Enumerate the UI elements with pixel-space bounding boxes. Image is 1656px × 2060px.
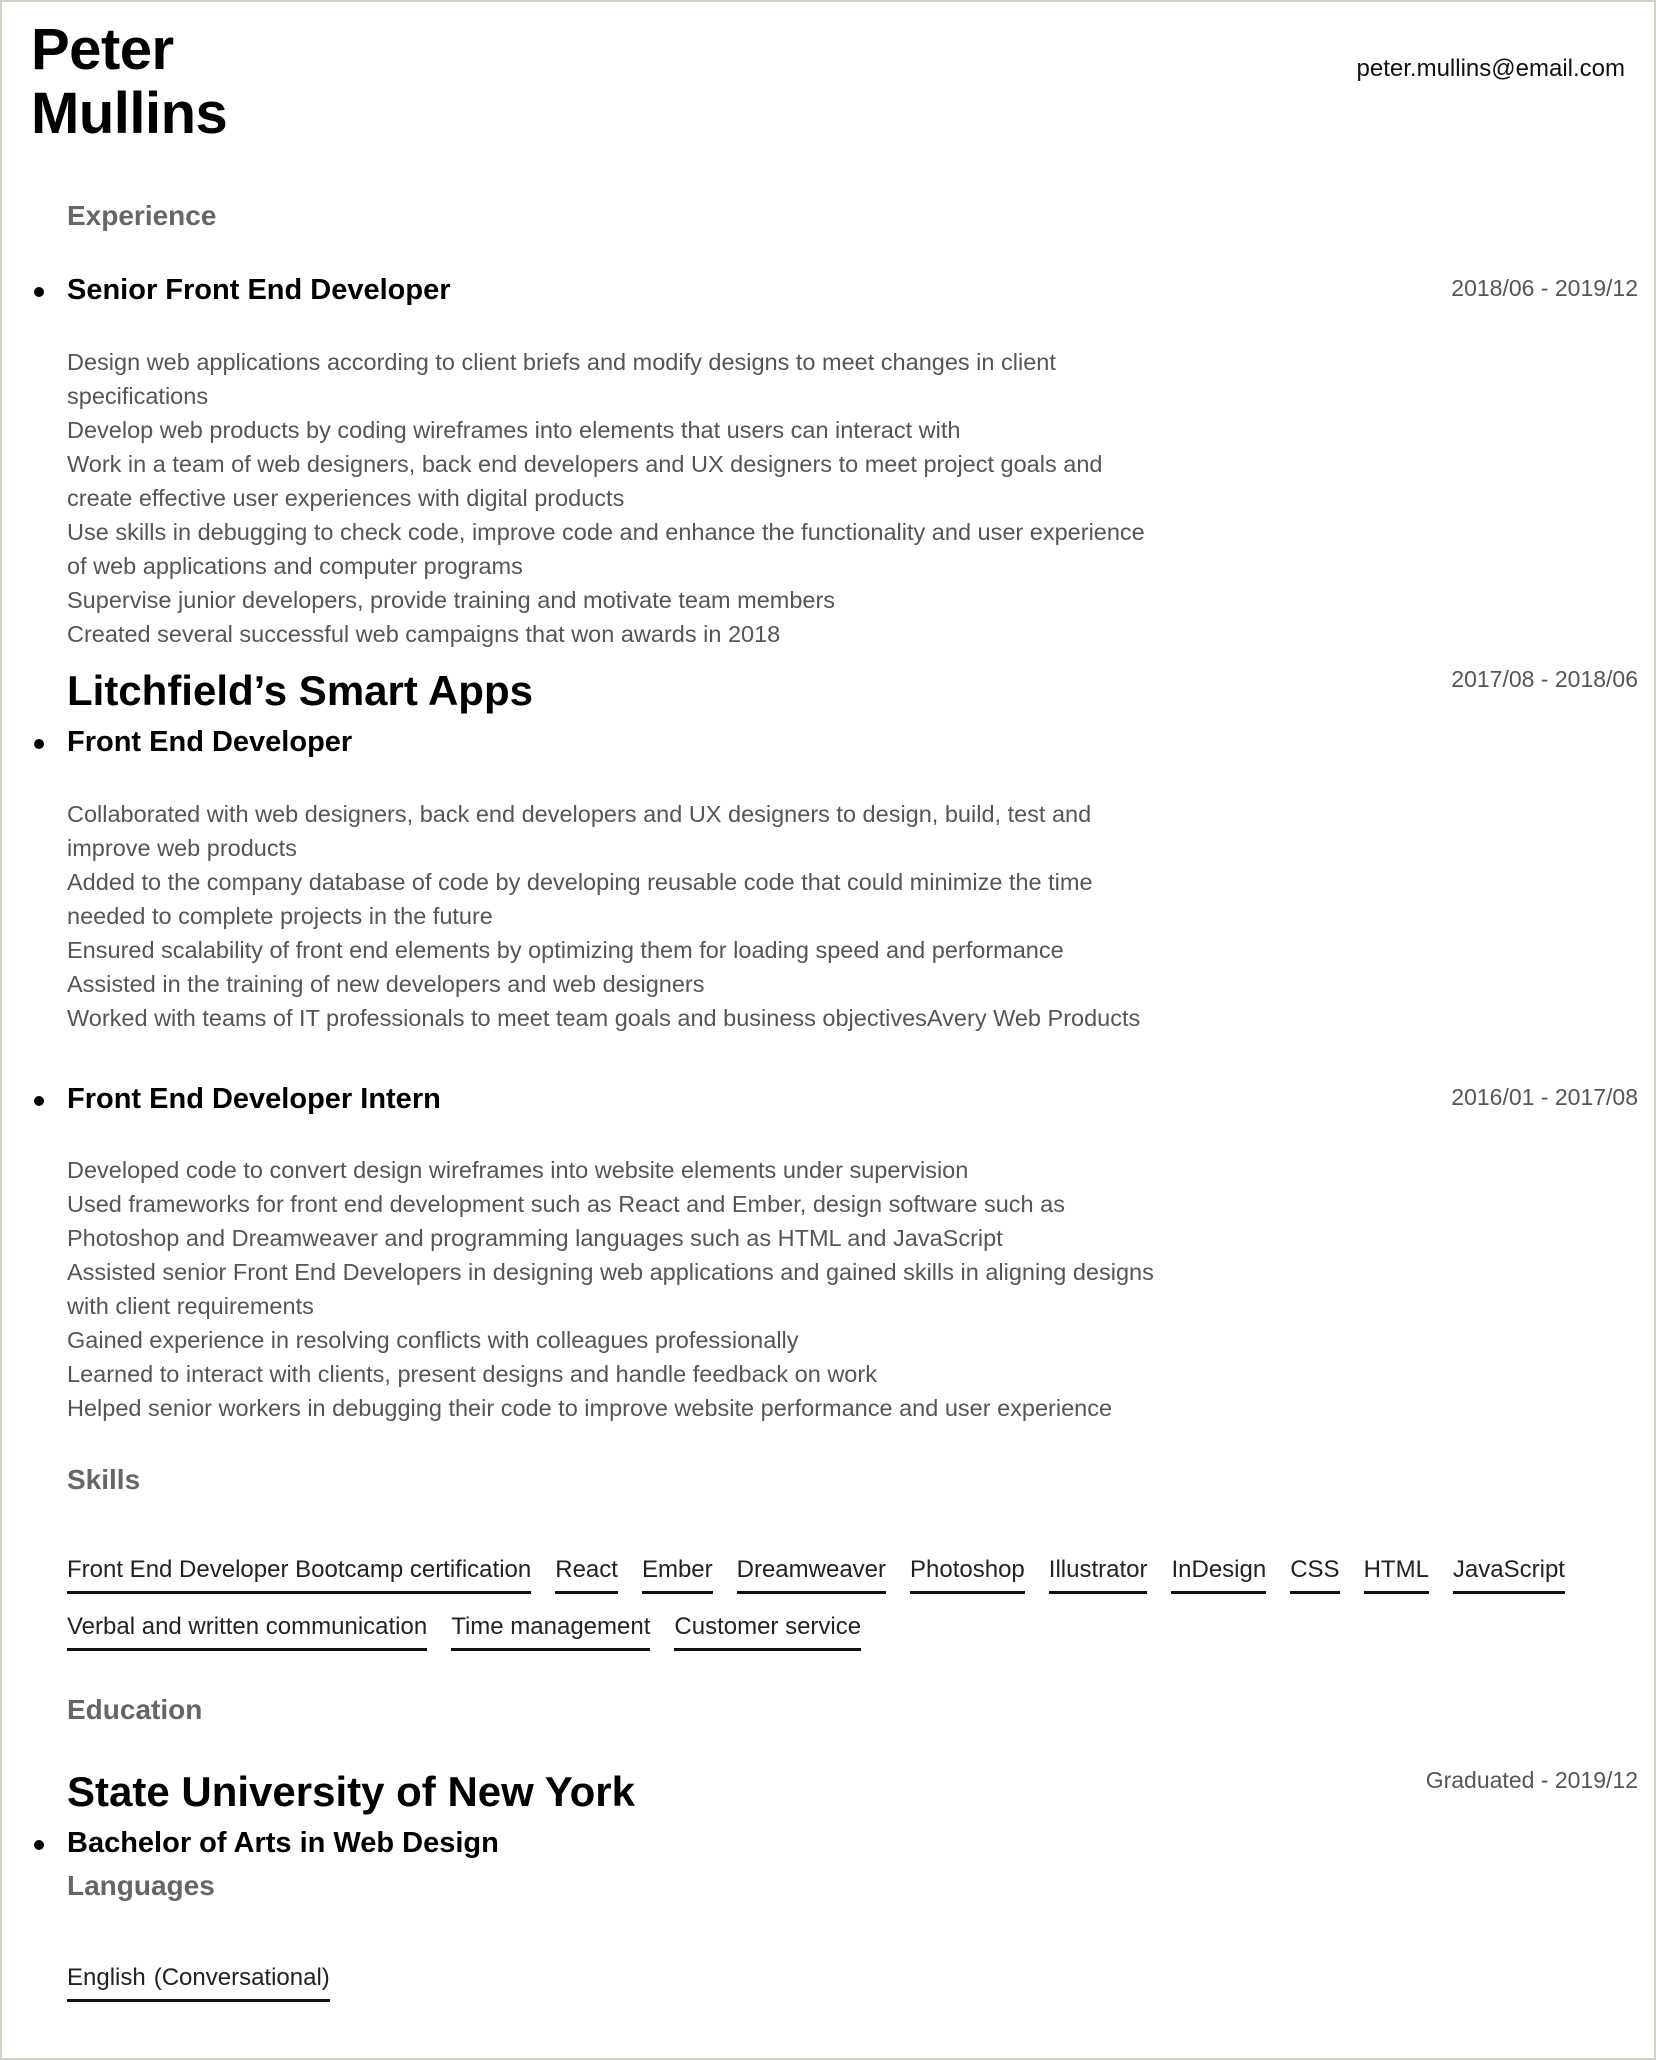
skill-tag: Time management xyxy=(451,1612,650,1651)
candidate-name xyxy=(31,18,227,146)
skill-tag: InDesign xyxy=(1171,1555,1266,1594)
job-bullet: Developed code to convert design wireframes into website elements under supervision xyxy=(67,1157,969,1183)
job-bullet: Supervise junior developers, provide training and motivate team members xyxy=(67,587,836,613)
education-dates: Graduated - 2019/12 xyxy=(1425,1767,1638,1793)
language-tag xyxy=(67,1963,330,2002)
skill-tag: Ember xyxy=(642,1555,713,1594)
skill-tag: React xyxy=(555,1555,618,1594)
skill-tag: HTML xyxy=(1364,1555,1429,1594)
skill-tag: Photoshop xyxy=(910,1555,1025,1594)
job-title-1: Senior Front End Developer xyxy=(67,274,451,306)
section-title-education: Education xyxy=(67,1694,203,1725)
company-name-2: Litchfield’s Smart Apps xyxy=(67,667,533,714)
section-title-experience: Experience xyxy=(67,200,217,231)
job-bullet: Assisted senior Front End Developers in designing web applications and gained skills in aligning designs with client requirements xyxy=(67,1259,1154,1319)
degree-title: Bachelor of Arts in Web Design xyxy=(67,1827,499,1859)
section-title-languages: Languages xyxy=(67,1870,215,1901)
job-bullet: Ensured scalability of front end elements by optimizing them for loading speed and performance xyxy=(67,937,1064,963)
job-description-1 xyxy=(67,345,1167,651)
languages-list xyxy=(67,1963,1637,2002)
email-address: peter.mullins@email.com xyxy=(1356,55,1625,82)
job-description-2 xyxy=(67,797,1167,1035)
skills-list xyxy=(67,1555,1637,1651)
job-description-3 xyxy=(67,1153,1167,1425)
skill-tag: Dreamweaver xyxy=(737,1555,886,1594)
job-title-2: Front End Developer xyxy=(67,726,353,758)
job-bullet: Work in a team of web designers, back end developers and UX designers to meet project goals and create effective user experiences with digital products xyxy=(67,451,1103,511)
skill-tag: Verbal and written communication xyxy=(67,1612,427,1651)
job-bullet: Used frameworks for front end development such as React and Ember, design software such as Photoshop and Dreamweaver and programming languages such as HTML and JavaScript xyxy=(67,1191,1065,1251)
bullet-marker xyxy=(34,1096,44,1106)
language-name: English xyxy=(67,1964,146,1991)
skill-tag: Illustrator xyxy=(1049,1555,1148,1594)
skill-tag: Customer service xyxy=(674,1612,861,1651)
bullet-marker xyxy=(34,287,44,297)
job-bullet: Gained experience in resolving conflicts with colleagues professionally xyxy=(67,1327,799,1353)
skill-tag: Front End Developer Bootcamp certification xyxy=(67,1555,531,1594)
bullet-marker xyxy=(34,739,44,749)
skill-tag: JavaScript xyxy=(1453,1555,1565,1594)
job-bullet: Learned to interact with clients, present designs and handle feedback on work xyxy=(67,1361,877,1387)
language-level: (Conversational) xyxy=(153,1964,330,1991)
job-bullet: Added to the company database of code by developing reusable code that could minimize the time needed to complete projects in the future xyxy=(67,869,1093,929)
job-bullet: Use skills in debugging to check code, improve code and enhance the functionality and user experience of web applications and computer programs xyxy=(67,519,1145,579)
job-dates-1: 2018/06 - 2019/12 xyxy=(1451,275,1638,301)
job-bullet: Worked with teams of IT professionals to meet team goals and business objectivesAvery Web Products xyxy=(67,1005,1141,1031)
job-bullet: Assisted in the training of new developers and web designers xyxy=(67,971,705,997)
job-title-3: Front End Developer Intern xyxy=(67,1083,441,1115)
job-dates-3: 2016/01 - 2017/08 xyxy=(1451,1084,1638,1110)
job-dates-2: 2017/08 - 2018/06 xyxy=(1451,666,1638,692)
job-bullet: Created several successful web campaigns that won awards in 2018 xyxy=(67,621,781,647)
last-name: Mullins xyxy=(31,81,228,146)
job-bullet: Collaborated with web designers, back end developers and UX designers to design, build, test and improve web products xyxy=(67,801,1092,861)
job-bullet: Develop web products by coding wireframes into elements that users can interact with xyxy=(67,417,961,443)
skill-tag: CSS xyxy=(1290,1555,1339,1594)
school-name: State University of New York xyxy=(67,1768,635,1815)
bullet-marker xyxy=(34,1840,44,1850)
first-name: Peter xyxy=(31,17,174,82)
job-bullet: Helped senior workers in debugging their code to improve website performance and user experience xyxy=(67,1395,1113,1421)
job-bullet: Design web applications according to client briefs and modify designs to meet changes in client specifications xyxy=(67,349,1056,409)
section-title-skills: Skills xyxy=(67,1464,141,1495)
